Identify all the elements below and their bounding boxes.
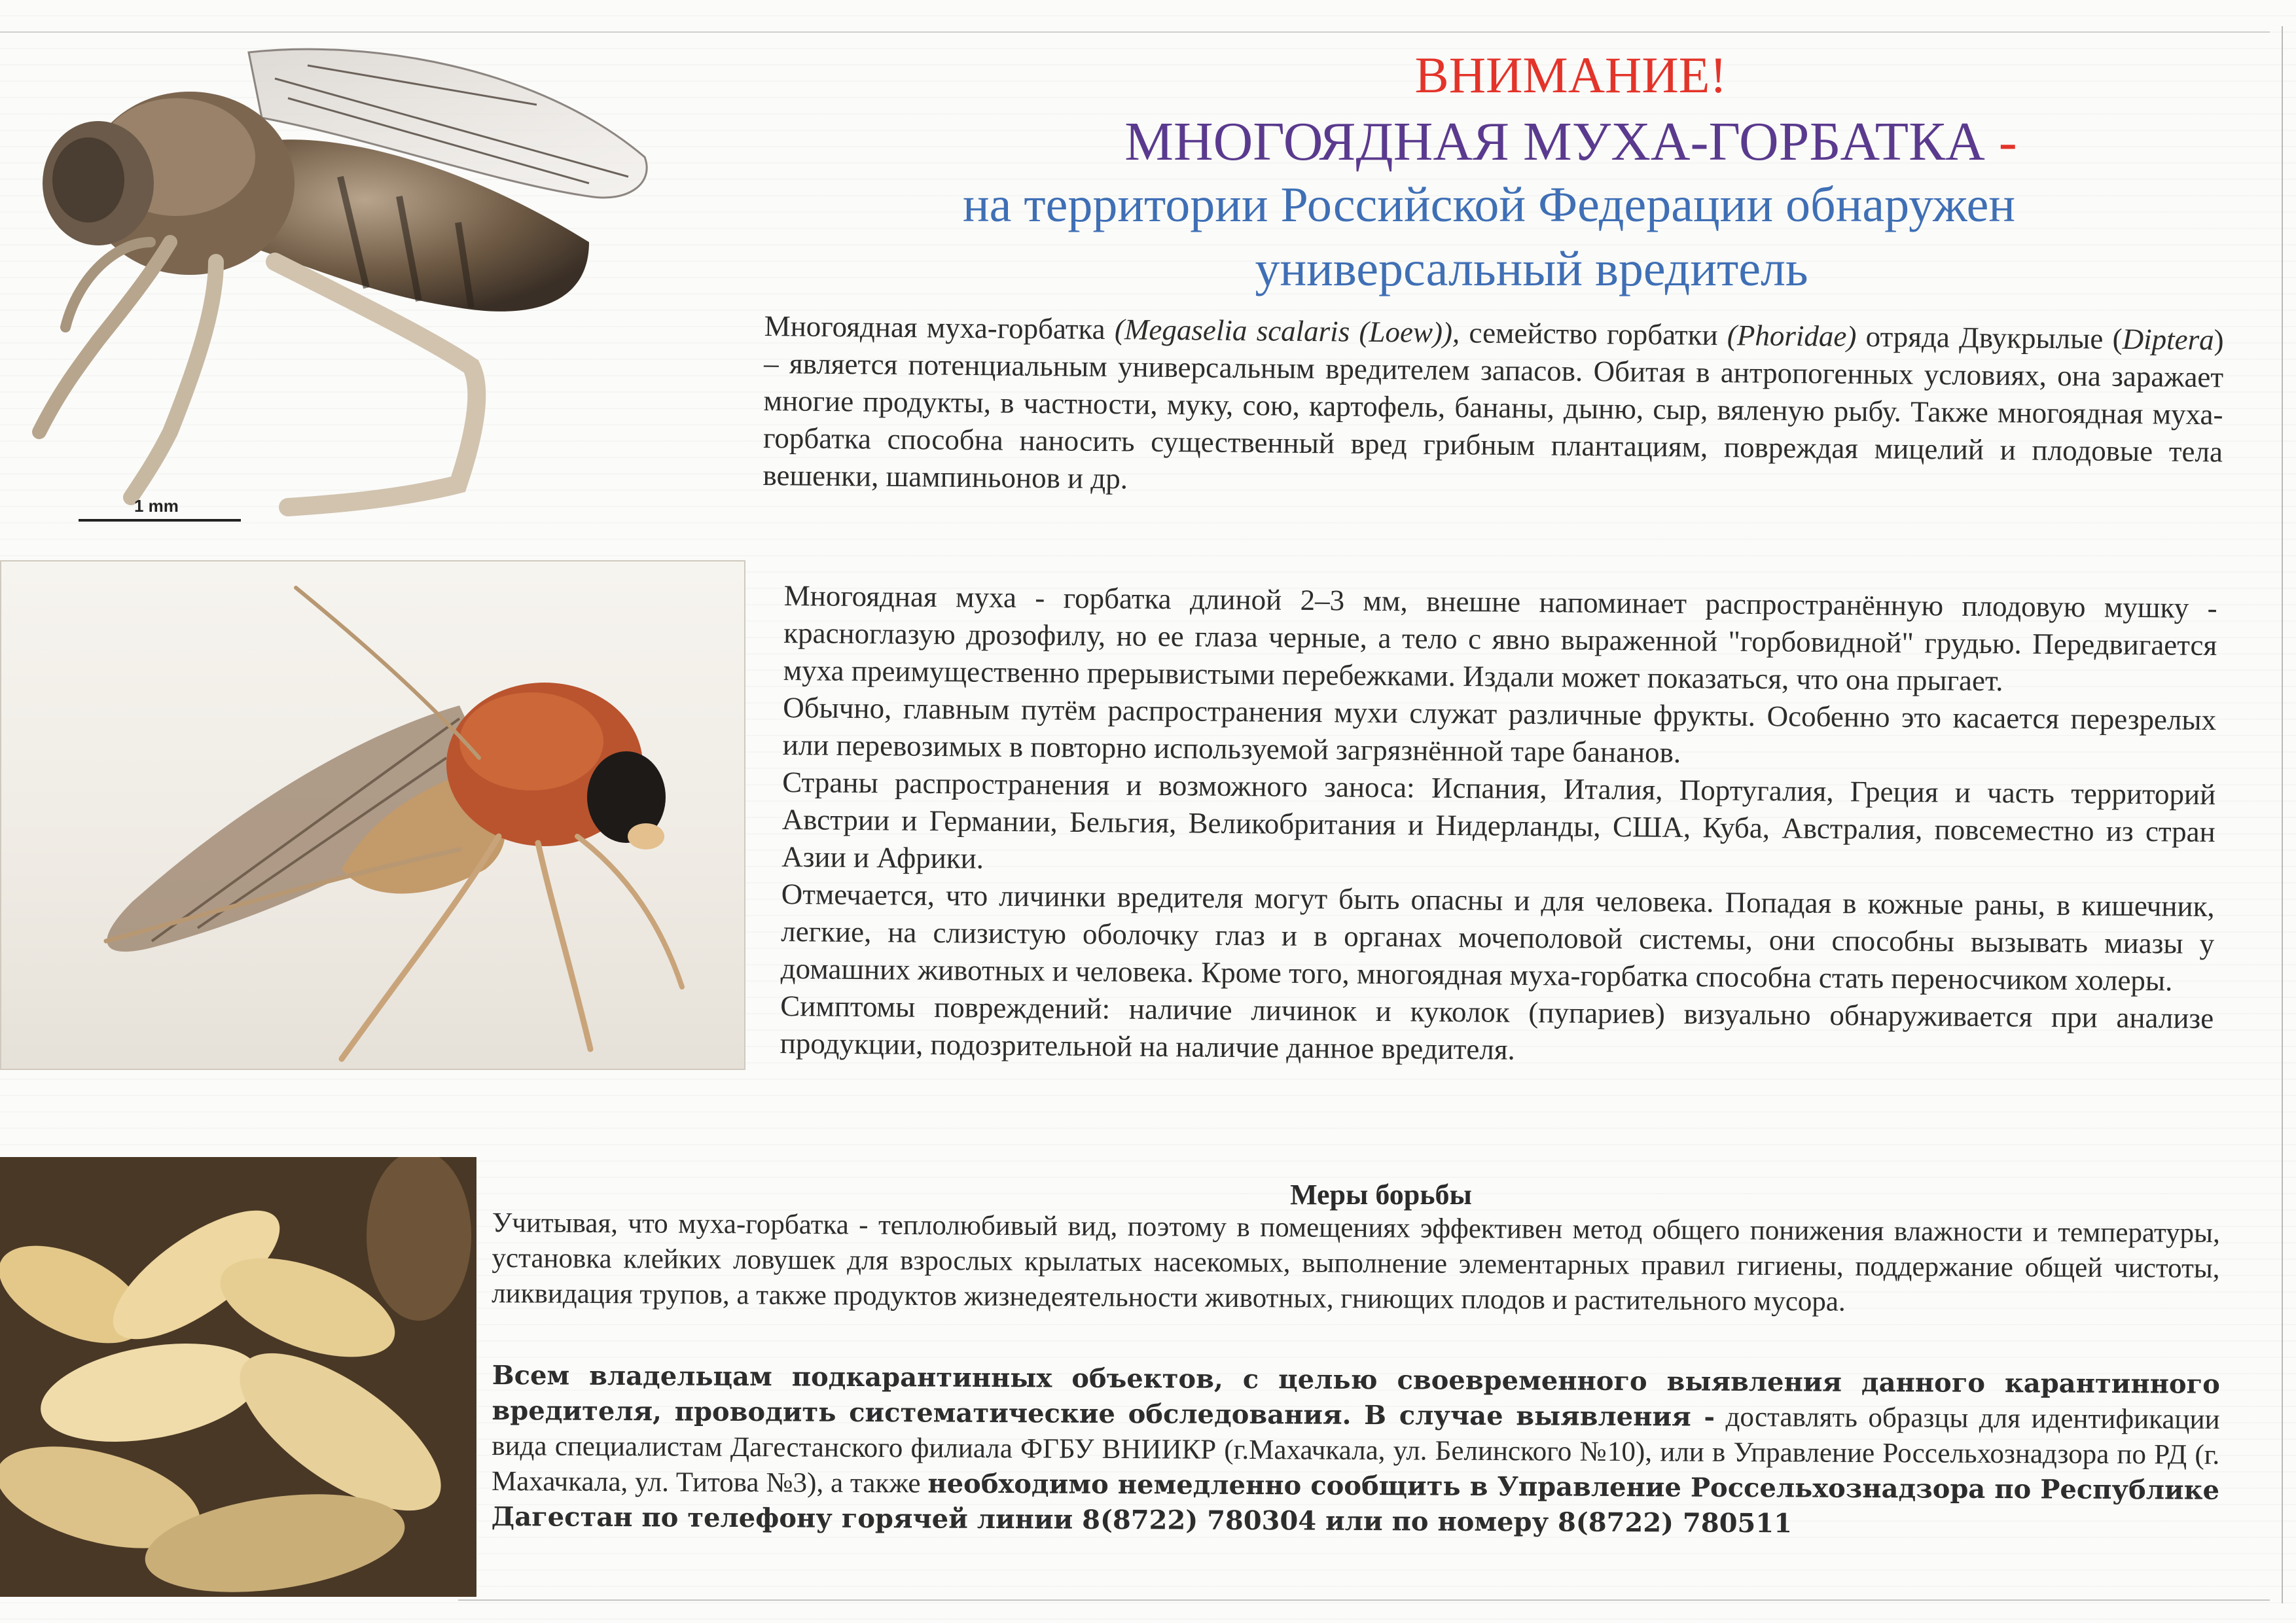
owners-notice — [492, 1358, 2220, 1544]
notice-contacts: доставлять образцы для идентификации вида специалистам Дагестанского филиала ФГБУ ВНИИКР (г.Махачкала, ул. Белинского №10), или в Управление Россельхознадзора по РД (г. Махачкала, ул. Титова №3), а также — [491, 1401, 2220, 1499]
subtitle-line-2: универсальный вредитель — [1255, 241, 1808, 296]
pest-title-dash: - — [1998, 111, 2017, 172]
fly-closeup-illustration — [1, 562, 744, 1069]
description-appearance: Многоядная муха - горбатка длиной 2–3 мм, внешне напоминает распространённую плодовую мушку - красноглазую дрозофилу, но ее глаза черные, а тело с явно выраженной "горбовидной" грудью. Передвигается муха преимущественно прерывистыми перебежками. Издали может показаться, что она прыгает. — [783, 579, 2217, 698]
order-name: Diptera — [2122, 322, 2214, 357]
description-spread: Обычно, главным путём распространения мухи служат различные фрукты. Особенно это касается перезрелых или перевозимых в повторно используемой загрязнённой таре бананов. — [782, 690, 2217, 769]
intro-text-d: ) – является потенциальным универсальным вредителем запасов. Обитая в антропогенных условиях, она заражает многие продукты, в частности, муку, сою, картофель, бананы, дыню, сыр, вяленую рыбу. Также многоядная муха-горбатка способна наносить существенный вред грибным плантациям, повреждая мицелий и плодовые тела вешенки, шампиньонов и др. — [762, 323, 2224, 495]
intro-paragraph — [762, 308, 2224, 508]
description-countries: Страны распространения и возможного заноса: Испания, Италия, Португалия, Греция и часть территорий Австрии и Германии, Бельгия, Великобритания и Нидерланды, США, Куба, Австралия, повсеместно из стран Азии и Африки. — [781, 765, 2216, 875]
subtitle-line-1: на территории Российской Федерации обнаружен — [962, 177, 2016, 232]
description-block — [780, 577, 2217, 1075]
larvae-photo — [0, 1157, 476, 1597]
family-name: (Phoridae) — [1727, 319, 1857, 353]
intro-text-b: семейство горбатки — [1460, 316, 1728, 352]
fly-closeup-photo — [0, 560, 745, 1070]
adult-fly-photo — [0, 26, 694, 524]
intro-text-a: Многоядная муха-горбатка — [764, 309, 1115, 346]
pest-title-text: МНОГОЯДНАЯ МУХА-ГОРБАТКА — [1124, 111, 1985, 172]
pest-title — [1008, 110, 2134, 173]
description-symptoms: Симптомы повреждений: наличие личинок и куколок (пупариев) визуально обнаруживается при анализе продукции, подозрительной на наличие данное вредителя. — [780, 989, 2214, 1066]
intro-text-c: отряда Двукрылые ( — [1856, 320, 2123, 355]
page-border-right — [2282, 26, 2283, 1603]
notice-hotline: необходимо немедленно сообщить в Управление Россельхознадзора по Республике Дагестан по телефону горячей линии 8(8722) 780304 или по номеру 8(8722) 780511 — [491, 1468, 2220, 1539]
warning-title: ВНИМАНИЕ! — [1414, 46, 1727, 103]
scale-bar — [79, 519, 241, 522]
description-human-risk: Отмечается, что личинки вредителя могут быть опасны и для человека. Попадая в кожные раны, в кишечник, легкие, на слизистую оболочку глаз и в органах мочеполовой системы, они способны вызывать миазы у домашних животных и человека. Кроме того, многоядная муха-горбатка способна стать переносчиком холеры. — [780, 877, 2215, 997]
measures-paragraph: Учитывая, что муха-горбатка - теплолюбивый вид, поэтому в помещениях эффективен метод общего понижения влажности и температуры, установка клейких ловушек для взрослых крылатых насекомых, выполнение элементарных правил гигиены, поддержание общей чистоты, ликвидация трупов, а также продуктов жизнедеятельности животных, гниющих плодов и растительного мусора. — [492, 1207, 2220, 1317]
notice-bold-intro: Всем владельцам подкарантинных объектов, с целью своевременного выявления данного карантинного вредителя, проводить систематические обследования. В случае выявления - — [492, 1360, 2220, 1433]
fly-side-view-illustration — [0, 26, 694, 524]
measures-heading: Меры борьбы — [1290, 1179, 1472, 1211]
page-border-bottom — [458, 1599, 2270, 1601]
species-name: (Megaselia scalaris (Loew)), — [1114, 313, 1460, 349]
scale-label: 1 mm — [134, 496, 179, 516]
larvae-illustration — [0, 1157, 476, 1597]
